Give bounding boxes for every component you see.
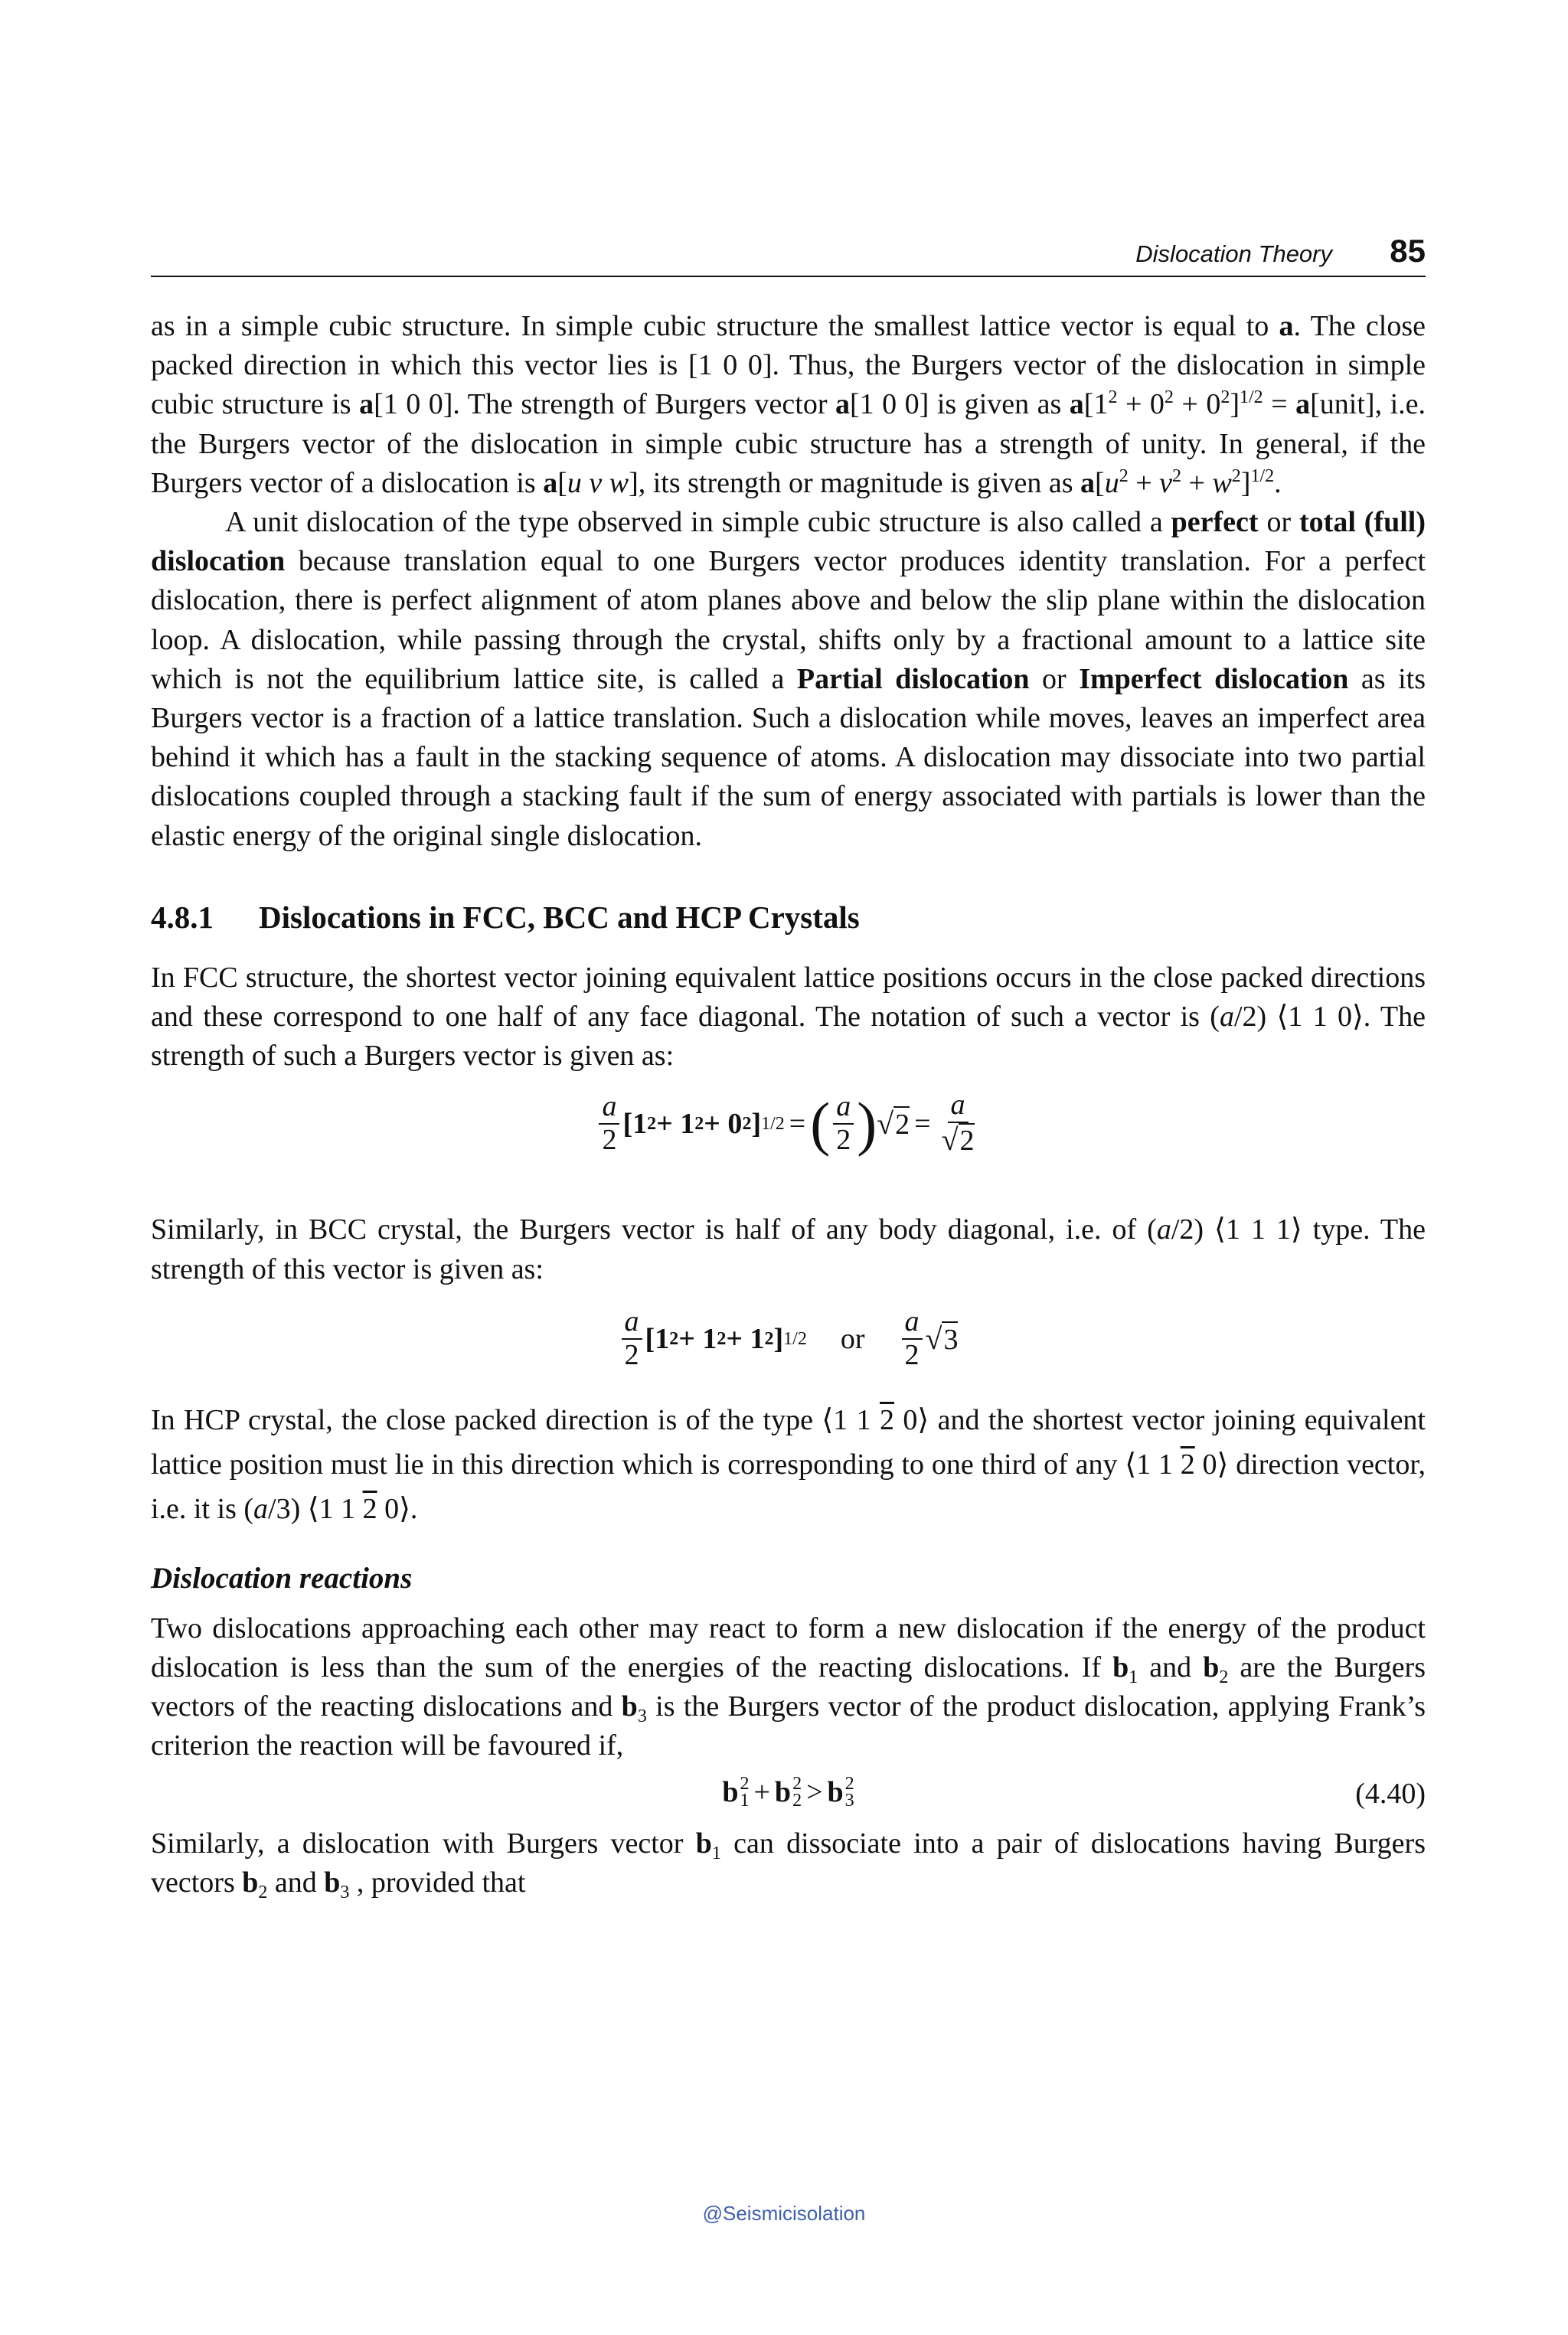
superscript: 2	[1220, 387, 1230, 408]
text-run: as in a simple cubic structure. In simple cubic structure the smallest lattice vector is equal to	[151, 310, 1279, 342]
sqrt-argument: 3	[942, 1321, 958, 1357]
superscript: 2	[792, 1773, 802, 1794]
text-run: Two dislocations approaching each other may react to form a new dislocation if the energy of the product dislocation is less than the sum of the energies of the reacting dislocations. If	[151, 1612, 1426, 1684]
text-run: ]	[1230, 388, 1240, 421]
watermark: @Seismicisolation	[702, 2202, 866, 2225]
right-paren: )	[857, 1089, 877, 1157]
superscript: 1/2	[1240, 387, 1263, 408]
numerator: a	[833, 1091, 854, 1125]
text-run: In HCP crystal, the close packed direction is of the type ⟨1 1	[151, 1403, 880, 1436]
text-run: and	[1138, 1651, 1204, 1684]
greater-than-sign: >	[806, 1775, 823, 1808]
denominator: 2	[624, 1338, 639, 1371]
text-run: + 0	[1173, 388, 1221, 421]
fraction	[599, 1091, 619, 1157]
text-run: 0⟩ direction vector, i.e. it is (	[151, 1448, 1426, 1525]
running-header	[151, 233, 1426, 277]
italic-term: a	[253, 1492, 269, 1525]
text-run: .	[1274, 466, 1282, 499]
equals-sign: =	[789, 1107, 806, 1140]
text-run: 0⟩.	[377, 1492, 418, 1525]
superscript: 2	[1231, 465, 1241, 486]
fraction	[833, 1091, 854, 1157]
bold-term: Imperfect dislocation	[1079, 662, 1349, 695]
bold-term: a	[835, 388, 851, 421]
subscript: 3	[844, 1790, 854, 1811]
overbar-digit: 2	[362, 1492, 377, 1525]
subscript: 1	[740, 1790, 750, 1811]
math-term: [1	[622, 1107, 648, 1140]
math-term: b	[827, 1775, 844, 1808]
math-term: b	[774, 1775, 792, 1808]
numerator: a	[948, 1089, 969, 1123]
equation-frank-criterion	[151, 1771, 1426, 1824]
subscript: 3	[340, 1882, 350, 1902]
superscript: 1/2	[1250, 465, 1275, 486]
text-run: are the Burgers vectors of the reacting dislocations and	[151, 1651, 1426, 1723]
paragraph-2	[151, 503, 1426, 856]
denominator: 2	[904, 1338, 920, 1371]
bold-term: total (full) dislocation	[151, 506, 1426, 578]
sqrt-argument: 2	[959, 1125, 975, 1158]
bold-term: a	[1295, 388, 1311, 421]
bold-term: perfect	[1171, 506, 1259, 539]
italic-term: v	[1159, 466, 1172, 499]
text-run: A unit dislocation of the type observed in simple cubic structure is also called a	[225, 506, 1171, 539]
bold-term: b	[621, 1690, 638, 1723]
bold-term: b	[695, 1827, 712, 1860]
subscript: 1	[1129, 1667, 1138, 1688]
italic-term: a	[1156, 1213, 1171, 1246]
text-run: ], its strength or magnitude is given as	[629, 466, 1081, 499]
subheading: Dislocation reactions	[151, 1561, 413, 1595]
fraction	[902, 1306, 923, 1372]
fraction	[939, 1089, 978, 1158]
text-run: Similarly, in BCC crystal, the Burgers vector is half of any body diagonal, i.e. of (	[151, 1213, 1157, 1246]
text-run: can dissociate into a pair of dislocations having Burgers vectors	[151, 1827, 1426, 1899]
body-text	[151, 307, 1426, 1902]
text-run: as its Burgers vector is a fraction of a lattice translation. Such a dislocation while moves, leaves an imperfect area behind it which has a fault in the stacking sequence of atoms. A dislocation may dissociate into two partial dislocations coupled through a stacking fault if the sum of energy associated with partials is lower than the elastic energy of the original single dislocation.	[151, 662, 1426, 852]
text-run: and	[267, 1866, 325, 1899]
math-term: + 1	[656, 1107, 695, 1140]
text-run: /3) ⟨1 1	[268, 1492, 363, 1525]
superscript: 2	[1108, 387, 1118, 408]
italic-term: a	[1219, 1001, 1234, 1034]
italic-term: w	[1212, 466, 1232, 499]
math-term: + 1	[678, 1322, 717, 1355]
math-term: b	[722, 1775, 739, 1808]
bold-term: b	[242, 1866, 259, 1899]
italic-term: u	[1104, 466, 1119, 499]
math-term: + 1	[726, 1322, 765, 1355]
plus-sign: +	[753, 1775, 770, 1808]
superscript: 2	[740, 1773, 750, 1794]
bold-term: b	[1203, 1651, 1220, 1684]
sqrt-sign: √	[877, 1106, 894, 1141]
bold-term: a	[543, 466, 558, 499]
or-word: or	[840, 1322, 865, 1355]
text-run: because translation equal to one Burgers vector produces identity translation. For a perfect dislocation, there is perfect alignment of atom planes above and below the slip plane within the dislocation loop. A dislocation, while passing through the crystal, shifts only by a fractional amount to a lattice site which is not the equilibrium lattice site, is called a	[151, 545, 1426, 695]
text-run: 0⟩ and the shortest vector joining equivalent lattice position must lie in this direction which is corresponding to one third of any ⟨1 1	[151, 1403, 1426, 1481]
math-term: [1	[645, 1322, 670, 1355]
text-run: ]	[1240, 466, 1251, 499]
overbar-digit: 2	[879, 1403, 894, 1436]
superscript: 2	[844, 1773, 854, 1794]
bold-term: a	[1279, 310, 1294, 342]
sqrt-argument: 2	[893, 1106, 910, 1141]
text-run: [1 0 0]. The strength of Burgers vector	[374, 388, 836, 421]
subscript: 2	[1219, 1667, 1229, 1688]
text-run: /2) ⟨1 1 1⟩ type. The strength of this vector is given as:	[151, 1213, 1426, 1285]
bold-term: a	[1080, 466, 1096, 499]
text-run: or	[1258, 506, 1300, 539]
fraction	[622, 1306, 642, 1372]
text-run: [unit], i.e. the Burgers vector of the dislocation in simple cubic structure has a strength of unity. In general, if the Burgers vector of a dislocation is	[151, 388, 1426, 499]
section-title: Dislocations in FCC, BCC and HCP Crystals	[259, 899, 860, 935]
subscript: 3	[637, 1706, 647, 1727]
paragraph-7	[151, 1824, 1426, 1902]
text-run: , provided that	[349, 1866, 526, 1899]
text-run: =	[1263, 388, 1296, 421]
text-run: is the Burgers vector of the product dislocation, applying Frank’s criterion the reaction will be favoured if,	[151, 1690, 1426, 1762]
sqrt-sign: √	[941, 1122, 959, 1158]
text-run: or	[1029, 662, 1080, 695]
equals-sign: =	[914, 1107, 931, 1140]
text-run: [	[557, 466, 567, 499]
bold-term: Partial dislocation	[796, 662, 1030, 695]
numerator: a	[902, 1306, 923, 1340]
text-run: + 0	[1117, 388, 1165, 421]
paragraph-3	[151, 958, 1426, 1076]
text-run: /2) ⟨1 1 0⟩. The strength of such a Burgers vector is given as:	[151, 1001, 1426, 1073]
superscript: 2	[1164, 387, 1174, 408]
math-term: ]	[773, 1322, 784, 1355]
numerator: a	[599, 1091, 619, 1125]
sqrt-sign: √	[925, 1321, 942, 1357]
bold-term: a	[1069, 388, 1084, 421]
superscript: 2	[1119, 465, 1129, 486]
text-run: Similarly, a dislocation with Burgers vector	[151, 1827, 696, 1860]
subscript: 1	[711, 1843, 721, 1863]
equation-fcc-strength: $\frac{a}{2}$ [1 2 + 1 2 + 0 2 ] 1/2 = ( $\frac{a}{2}$ ) √ 2 = $\frac{a}{√2}$	[151, 1076, 1426, 1210]
denominator: 2	[836, 1123, 851, 1156]
paragraph-4	[151, 1210, 1426, 1288]
numerator: a	[622, 1306, 642, 1340]
superscript: 2	[1172, 465, 1181, 486]
text-run: [1	[1083, 388, 1109, 421]
denominator: 2	[602, 1123, 617, 1156]
equation-number: (4.40)	[1355, 1777, 1426, 1810]
text-run: +	[1128, 466, 1160, 499]
paragraph-1	[151, 307, 1426, 503]
overbar-digit: 2	[1180, 1448, 1195, 1481]
paragraph-5	[151, 1398, 1426, 1531]
text-run: +	[1181, 466, 1213, 499]
italic-term: u v w	[567, 466, 629, 499]
bold-term: b	[324, 1866, 341, 1899]
math-term: ]	[751, 1107, 762, 1140]
subscript: 2	[258, 1882, 268, 1902]
page-number: 85	[1390, 233, 1426, 269]
math-term: + 0	[704, 1107, 743, 1140]
subscript: 2	[792, 1790, 802, 1811]
running-title: Dislocation Theory	[1135, 240, 1332, 267]
text-run: . The close packed direction in which this vector lies is [1 0 0]. Thus, the Burgers vector of the dislocation in simple cubic structure is	[151, 310, 1426, 421]
equation-bcc-strength: $\frac{a}{2}$ [1 2 + 1 2 + 1 2 ] 1/2 or $\frac{a}{2}$ √ 3	[151, 1289, 1426, 1398]
paragraph-6	[151, 1609, 1426, 1766]
bold-term: b	[1112, 1651, 1129, 1684]
bold-term: a	[359, 388, 374, 421]
section-number: 4.8.1	[151, 899, 214, 935]
left-paren: (	[810, 1089, 831, 1157]
text-run: In FCC structure, the shortest vector joining equivalent lattice positions occurs in the close packed directions and these correspond to one half of any face diagonal. The notation of such a vector is (	[151, 961, 1426, 1034]
section-heading	[151, 897, 1426, 937]
text-run: [	[1095, 466, 1105, 499]
text-run: [1 0 0] is given as	[850, 388, 1070, 421]
